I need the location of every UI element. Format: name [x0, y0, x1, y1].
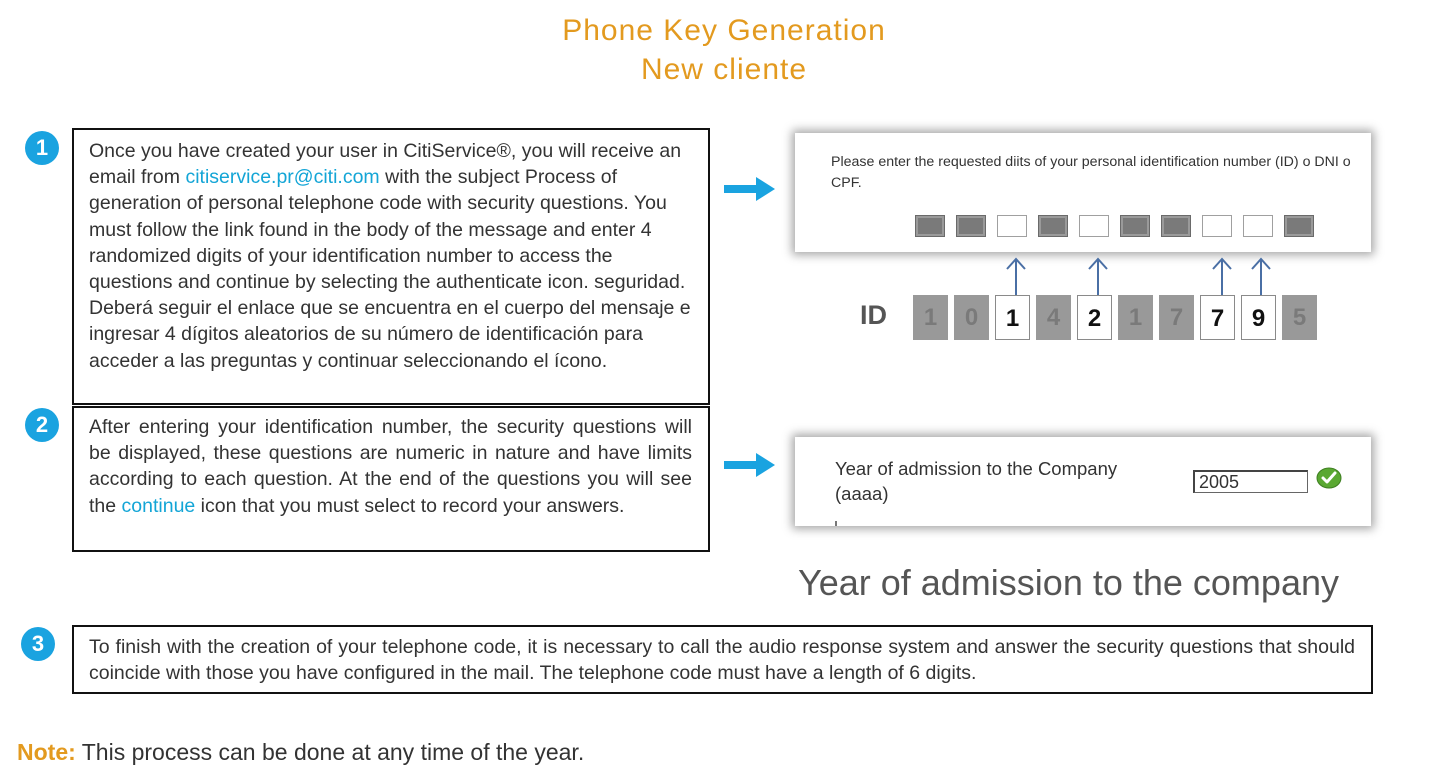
up-arrow-icon — [1249, 255, 1273, 297]
question-label — [835, 456, 1117, 506]
question-label-line2: (aaaa) — [835, 483, 889, 504]
up-arrow-icon — [1004, 255, 1028, 297]
id-digit-requested: 9 — [1241, 295, 1276, 340]
question-label-line1: Year of admission to the Company — [835, 458, 1118, 479]
id-digit-input[interactable] — [1243, 215, 1273, 237]
id-digit-hidden: 4 — [1036, 295, 1071, 340]
step-1-text — [89, 138, 694, 374]
page-subtitle: New cliente — [640, 53, 808, 86]
id-label: ID — [860, 300, 887, 330]
security-question-panel — [795, 437, 1371, 526]
note — [17, 739, 584, 766]
note-text: This process can be done at any time of the year. — [75, 739, 585, 765]
step-3-badge: 3 — [21, 627, 55, 661]
panel-caption: Year of admission to the company — [798, 562, 1339, 603]
step-3-box — [72, 625, 1373, 694]
up-arrow-icon — [1086, 255, 1110, 297]
right-arrow-icon — [724, 175, 776, 203]
step-2-box — [72, 406, 710, 552]
id-digit-requested: 2 — [1077, 295, 1112, 340]
id-digit-hidden: 7 — [1159, 295, 1194, 340]
id-digit-input[interactable] — [1079, 215, 1109, 237]
id-digit-hidden: 1 — [1118, 295, 1153, 340]
id-digit-requested: 7 — [1200, 295, 1235, 340]
step-2-text — [89, 414, 692, 519]
id-digit-masked — [1284, 215, 1314, 237]
step-1-text-a: Once you have created your user in CitiService®, you will receive an email from — [89, 140, 682, 189]
step-3-text: To finish with the creation of your telephone code, it is necessary to call the audio response system and answer the security questions that should coincide with those you have configured in the mail. The telephone code must have a length of 6 digits. — [89, 636, 1355, 685]
email-link[interactable]: citiservice.pr@citi.com — [185, 166, 380, 189]
check-circle-icon — [1316, 465, 1342, 491]
note-label: Note: — [17, 739, 76, 765]
step-1-box — [72, 128, 710, 405]
continue-link[interactable]: continue — [121, 494, 196, 517]
id-digit-input[interactable] — [997, 215, 1027, 237]
id-digit-masked — [1120, 215, 1150, 237]
id-digit-hidden: 1 — [913, 295, 948, 340]
id-digit-masked — [1038, 215, 1068, 237]
id-entry-panel — [795, 133, 1371, 252]
id-prompt: Please enter the requested diits of your personal identification number (ID) o DNI o CPF. — [831, 154, 1351, 191]
id-digit-masked — [915, 215, 945, 237]
id-digit-hidden: 0 — [954, 295, 989, 340]
step-2-text-a: After entering your identification number, the security questions will be displayed, these questions are numeric in nature and have limits according to each question. At the end of the questions you will see the — [89, 416, 692, 517]
step-1-text-b: with the subject Process of generation of personal telephone code with security questions. You must follow the link found in the body of the message and enter 4 randomized digits of your identification number to access the questions and continue by selecting the authenticate icon. seguridad. Deberá seguir el enlace que se encuentra en el cuerpo del mensaje e ingresar 4 dígitos aleatorios de su número de identificación para acceder a las preguntas y continuar seleccionando el ícono. — [89, 166, 691, 372]
year-input[interactable] — [1193, 470, 1308, 493]
step-2-badge: 2 — [25, 408, 59, 442]
right-arrow-icon — [724, 451, 776, 479]
id-digit-hidden: 5 — [1282, 295, 1317, 340]
step-2-text-b: icon that you must select to record your answers. — [195, 494, 625, 517]
divider-tick — [835, 521, 837, 526]
id-digit-masked — [956, 215, 986, 237]
id-digit-input[interactable] — [1202, 215, 1232, 237]
id-digit-requested: 1 — [995, 295, 1030, 340]
step-1-badge: 1 — [25, 131, 59, 165]
page-title: Phone Key Generation — [562, 14, 886, 47]
up-arrow-icon — [1210, 255, 1234, 297]
id-digit-masked — [1161, 215, 1191, 237]
